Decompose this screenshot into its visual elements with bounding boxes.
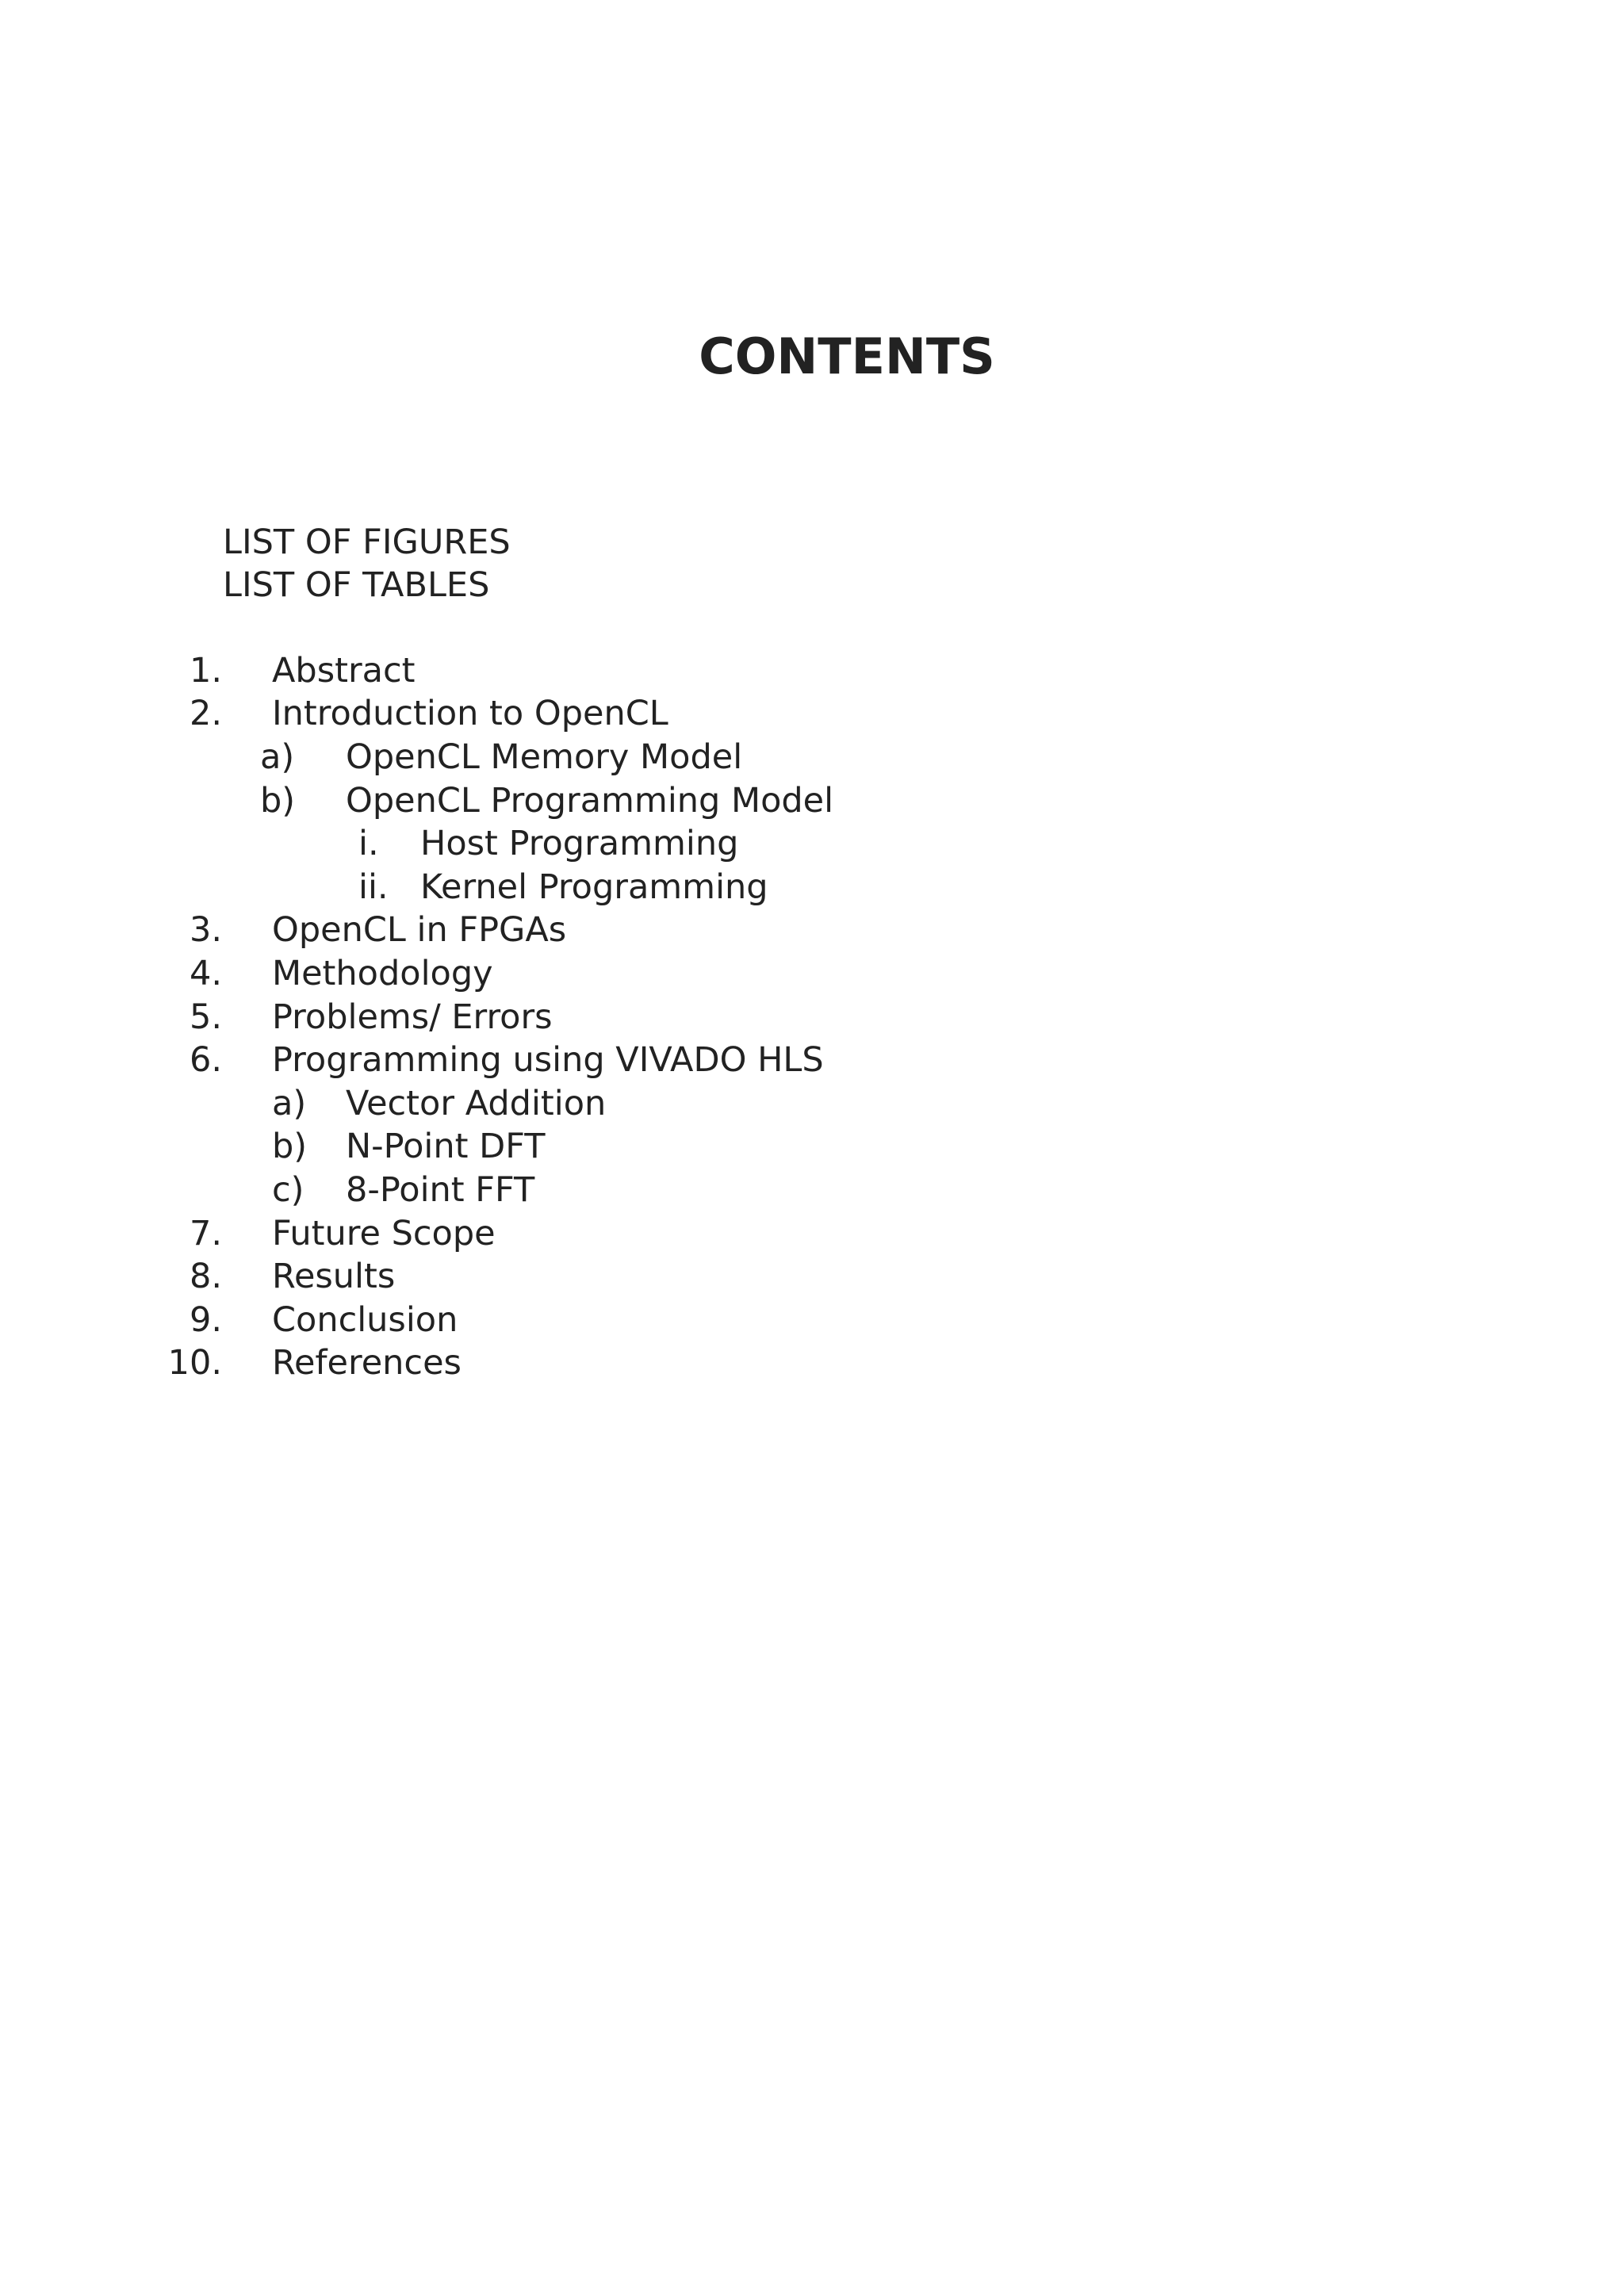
toc-entry-number: 7.: [189, 1214, 222, 1253]
toc-entry-text: Kernel Programming: [420, 867, 768, 907]
toc-list-of-figures: LIST OF FIGURES: [223, 522, 511, 562]
toc-entry-number: ii.: [358, 867, 389, 907]
toc-entry-text: N-Point DFT: [346, 1127, 546, 1166]
toc-entry-number: a): [272, 1084, 307, 1123]
toc-entry-number: 6.: [189, 1040, 222, 1080]
toc-entry-number: 2.: [189, 694, 222, 733]
toc-entry-number: 3.: [189, 910, 222, 950]
toc-entry-text: Abstract: [272, 651, 416, 691]
toc-entry-text: Conclusion: [272, 1300, 458, 1340]
toc-entry-number: b): [260, 781, 296, 821]
toc-entry-number: 5.: [189, 997, 222, 1037]
toc-entry-text: Programming using VIVADO HLS: [272, 1040, 824, 1080]
toc-entry-text: References: [272, 1343, 462, 1383]
toc-entry-text: OpenCL Memory Model: [346, 737, 743, 777]
toc-entry-text: Future Scope: [272, 1214, 496, 1253]
toc-entry-number: c): [272, 1170, 304, 1210]
toc-entry-number: 10.: [167, 1343, 222, 1383]
toc-entry-text: OpenCL in FPGAs: [272, 910, 567, 950]
toc-entry-text: 8-Point FFT: [346, 1170, 535, 1210]
toc-entry-number: 1.: [189, 651, 222, 691]
toc-entry-text: Results: [272, 1257, 396, 1296]
toc-list-of-tables: LIST OF TABLES: [223, 565, 490, 605]
toc-entry-number: a): [260, 737, 295, 777]
toc-entry-text: Methodology: [272, 954, 493, 993]
toc-entry-text: OpenCL Programming Model: [346, 781, 834, 821]
toc-entry-text: Introduction to OpenCL: [272, 694, 668, 733]
page-title: CONTENTS: [699, 327, 995, 385]
toc-entry-number: 8.: [189, 1257, 222, 1296]
toc-entry-text: Vector Addition: [346, 1084, 607, 1123]
toc-entry-text: Problems/ Errors: [272, 997, 553, 1037]
toc-entry-number: 4.: [189, 954, 222, 993]
toc-entry-text: Host Programming: [420, 824, 739, 863]
toc-entry-number: 9.: [189, 1300, 222, 1340]
toc-entry-number: i.: [358, 824, 379, 863]
toc-entry-number: b): [272, 1127, 308, 1166]
